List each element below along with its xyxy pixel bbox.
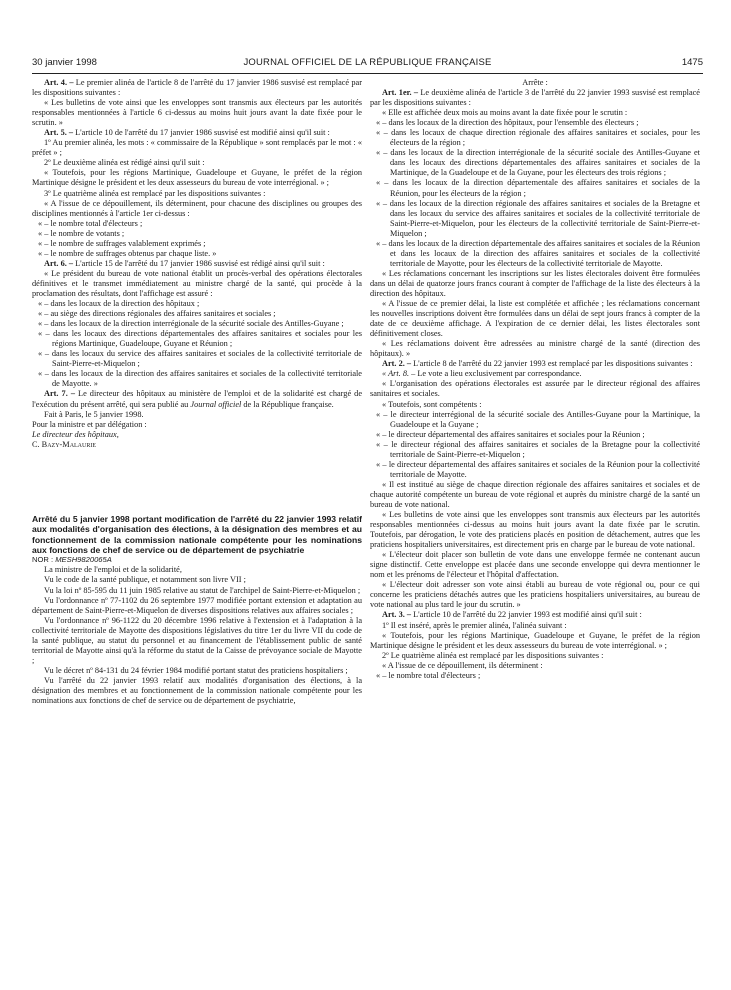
page-number: 1475 bbox=[681, 57, 703, 68]
article-3: Art. 3. – L'article 10 de l'arrêté du 22 janvier 1993 est modifié ainsi qu'il suit : bbox=[382, 610, 642, 620]
left-column bbox=[32, 78, 362, 706]
list-item: « – dans les locaux de la direction départementale des affaires sanitaires et sociales de la Réunion et dans les locaux de la direction des affaires sanitaires et sociales de la collectivité territoriale de Mayotte, pour les électeurs de la collectivité territoriale de Mayotte. bbox=[376, 238, 700, 268]
list-item: « – le nombre de votants ; bbox=[38, 228, 125, 238]
page-header bbox=[32, 57, 703, 71]
article-2-paragraph: « Les bulletins de vote ainsi que les enveloppes sont transmis aux électeurs par les autorités responsables mentionnées ci-dessus au moins huit jours avant la date fixée par le scrutin. Toutefois, par dérogation, le vote des praticiens placés en position de détachement, autres que les praticiens hospitaliers universitaires, est directement pris en charge par le bureau de vote national. bbox=[370, 510, 700, 550]
list-item: « – le nombre de suffrages valablement exprimés ; bbox=[38, 238, 206, 248]
header-rule bbox=[32, 73, 703, 74]
article-2-quote: « Art. 8. – Le vote a lieu exclusivement par correspondance. bbox=[382, 369, 582, 379]
arrete-title: Arrêté du 5 janvier 1998 portant modification de l'arrêté du 22 janvier 1993 relatif aux modalités d'organisation des élections, à la désignation des membres et au fonctionnement de la commission nationale compétente pour les nominations aux fonctions de chef de service ou de département de psychiatrie bbox=[32, 513, 362, 555]
fait-a-paris: Fait à Paris, le 5 janvier 1998. bbox=[44, 409, 144, 419]
article-1-paragraph: « A l'issue de ce premier délai, la liste est complétée et affichée ; les réclamations concernant les nouvelles inscriptions doivent être formulées dans un délai de sept jours francs à compter de la date de ce deuxième affichage. A l'expiration de ce dernier délai, les listes électorales sont définitivement closes. bbox=[370, 299, 700, 339]
visa: Vu l'ordonnance nº 77-1102 du 26 septembre 1977 modifiée portant extension et adaptation au département de Saint-Pierre-et-Miquelon de diverses dispositions relatives aux affaires sociales ; bbox=[32, 595, 362, 615]
list-item: « – dans les locaux de chaque direction régionale des affaires sanitaires et sociales, pour les électeurs de la région ; bbox=[376, 128, 700, 148]
visa: Vu la loi nº 85-595 du 11 juin 1985 relative au statut de l'archipel de Saint-Pierre-et-Miquelon ; bbox=[44, 585, 361, 595]
list-item: « – le nombre de suffrages obtenus par chaque liste. » bbox=[38, 248, 217, 258]
article-5-point-3-quote: « A l'issue de ce dépouillement, ils déterminent, pour chacune des disciplines ou groupes des disciplines mentionnés à l'article 1er ci-dessus : bbox=[32, 198, 362, 218]
list-item: « – le nombre total d'électeurs ; bbox=[376, 670, 481, 680]
signature-line-2: Le directeur des hôpitaux, bbox=[32, 429, 119, 439]
header-date: 30 janvier 1998 bbox=[32, 57, 97, 68]
article-5-point-2: 2º Le deuxième alinéa est rédigé ainsi qu'il suit : bbox=[44, 158, 205, 168]
article-4-quote: « Les bulletins de vote ainsi que les enveloppes sont transmis aux électeurs par les autorités responsables mentionnées à l'article 6 ci-dessus au moins huit jours avant la date fixée pour le scrutin. » bbox=[32, 98, 362, 128]
article-2: Art. 2. – L'article 8 de l'arrêté du 22 janvier 1993 est remplacé par les dispositions suivantes : bbox=[382, 359, 693, 369]
article-5-point-3: 3º Le quatrième alinéa est remplacé par les dispositions suivantes : bbox=[44, 188, 266, 198]
journal-title: JOURNAL OFFICIEL DE LA RÉPUBLIQUE FRANÇAISE bbox=[243, 57, 492, 68]
article-2-paragraph: « L'électeur doit adresser son vote ainsi établi au bureau de vote régional ou, pour ce qui concerne les praticiens détachés autres que les praticiens hospitaliers universitaires, au bureau de vote national au plus tard le jour du scrutin. » bbox=[370, 580, 700, 610]
list-item: « – dans les locaux de la direction des hôpitaux ; bbox=[38, 299, 200, 309]
visa: Vu le décret nº 84-131 du 24 février 1984 modifié portant statut des praticiens hospitaliers ; bbox=[44, 665, 348, 675]
visa: La ministre de l'emploi et de la solidarité, bbox=[44, 565, 182, 575]
visa: Vu l'arrêté du 22 janvier 1993 relatif aux modalités d'organisation des élections, à la désignation des membres et au fonctionnement de la commission nationale compétente pour les nominations aux fonctions de chef de service ou de département de psychiatrie, bbox=[32, 675, 362, 706]
list-item: « – le directeur départemental des affaires sanitaires et sociales de la Réunion pour la collectivité territoriale de Mayotte. bbox=[376, 459, 700, 479]
article-6-quote: « Le président du bureau de vote national établit un procès-verbal des opérations électorales définitives et le transmet immédiatement au ministre chargé de la santé, qui procède à la proclamation des résultats, dont l'affichage est assuré : bbox=[32, 268, 362, 298]
article-3-point-2-quote: « A l'issue de ce dépouillement, ils déterminent : bbox=[382, 660, 543, 670]
arrete-heading: Arrête : bbox=[522, 78, 548, 87]
article-7: Art. 7. – Le directeur des hôpitaux au ministère de l'emploi et de la solidarité est chargé de l'exécution du présent arrêté, qui sera publié au Journal officiel de la République française. bbox=[32, 389, 362, 409]
article-3-point-1-quote: « Toutefois, pour les régions Martinique, Guadeloupe et Guyane, le préfet de la région Martinique désigne le président et les deux assesseurs du bureau de vote interrégional. » ; bbox=[370, 630, 700, 650]
article-4: Art. 4. – Le premier alinéa de l'article 8 de l'arrêté du 17 janvier 1986 susvisé est remplacé par les dispositions suivantes : bbox=[32, 78, 363, 98]
article-3-point-2: 2º Le quatrième alinéa est remplacé par les dispositions suivantes : bbox=[382, 650, 604, 660]
article-2-paragraph: « L'organisation des opérations électorales est assurée par le directeur régional des affaires sanitaires et sociales. bbox=[370, 379, 700, 399]
article-1-paragraph: « Les réclamations concernant les inscriptions sur les listes électorales doivent être formulées dans un délai de quatorze jours francs courant à compter de l'affichage de la liste des électeurs à la direction des hôpitaux. bbox=[370, 268, 700, 298]
list-item: « – le nombre total d'électeurs ; bbox=[38, 218, 143, 228]
article-2-paragraph: « Il est institué au siège de chaque direction régionale des affaires sanitaires et sociales et de chaque autorité compétente un bureau de vote régional et auprès du ministre chargé de la santé un bureau de vote national. bbox=[370, 479, 700, 509]
article-6: Art. 6. – L'article 15 de l'arrêté du 17 janvier 1986 susvisé est rédigé ainsi qu'il suit : bbox=[44, 258, 325, 268]
list-item: « – dans les locaux de la direction des affaires sanitaires et sociales de la collectivité territoriale de Mayotte. » bbox=[38, 369, 362, 389]
nor-reference: NOR : MESH9820065A bbox=[32, 555, 112, 565]
list-item: « – le directeur départemental des affaires sanitaires et sociales pour la Réunion ; bbox=[376, 429, 645, 439]
article-5: Art. 5. – L'article 10 de l'arrêté du 17 janvier 1986 susvisé est modifié ainsi qu'il suit : bbox=[44, 128, 330, 138]
article-2-paragraph: « L'électeur doit placer son bulletin de vote dans une enveloppe fermée ne contenant aucun signe distinctif. Cette enveloppe est placée dans une seconde enveloppe qui devra mentionner le nom et les prénoms de l'électeur et l'hôpital d'affectation. bbox=[370, 550, 700, 580]
article-5-point-1: 1º Au premier alinéa, les mots : « commissaire de la République » sont remplacés par le mot : « préfet » ; bbox=[32, 138, 362, 158]
article-5-point-2-quote: « Toutefois, pour les régions Martinique, Guadeloupe et Guyane, le préfet de la région Martinique désigne le président et les deux assesseurs du bureau de vote interrégional. » ; bbox=[32, 168, 362, 188]
list-item: « – dans les locaux du service des affaires sanitaires et sociales de la collectivité territoriale de Saint-Pierre-et-Miquelon ; bbox=[38, 349, 362, 369]
list-item: « – le directeur régional des affaires sanitaires et sociales de la Bretagne pour la collectivité territoriale de Saint-Pierre-et-Miquelon ; bbox=[376, 439, 700, 459]
article-2-paragraph: « Toutefois, sont compétents : bbox=[382, 399, 482, 409]
list-item: « – le directeur interrégional de la sécurité sociale des Antilles-Guyane pour la Martinique, la Guadeloupe et la Guyane ; bbox=[376, 409, 700, 429]
article-1-quote: « Elle est affichée deux mois au moins avant la date fixée pour le scrutin : bbox=[382, 108, 628, 118]
visa: Vu le code de la santé publique, et notamment son livre VII ; bbox=[44, 575, 246, 585]
signature-line-1: Pour la ministre et par délégation : bbox=[32, 419, 147, 429]
list-item: « – dans les locaux de la direction des hôpitaux, pour l'ensemble des électeurs ; bbox=[376, 118, 639, 128]
list-item: « – dans les locaux de la direction régionale des affaires sanitaires et sociales de la Bretagne et dans les locaux du service des affaires sanitaires et sociales de la collectivité territoriale de Saint-Pierre-et-Miquelon, pour les électeurs de la collectivité territoriale de Saint-Pierre-et-Miquelon ; bbox=[376, 198, 700, 238]
list-item: « – dans les locaux des directions départementales des affaires sanitaires et sociales pour les régions Martinique, Guadeloupe, Guyane et Réunion ; bbox=[38, 329, 362, 349]
spacer bbox=[32, 450, 362, 514]
visa: Vu l'ordonnance nº 96-1122 du 20 décembre 1996 relative à l'extension et à l'adaptation à la collectivité territoriale de Mayotte des dispositions législatives du titre 1er du livre VII du code de la santé publique, au statut du personnel et au financement de l'établissement public de santé territorial de Mayotte ainsi qu'à la réforme du statut de la Caisse de prévoyance sociale de Mayotte ; bbox=[32, 615, 362, 665]
list-item: « – au siège des directions régionales des affaires sanitaires et sociales ; bbox=[38, 309, 276, 319]
list-item: « – dans les locaux de la direction interrégionale de la sécurité sociale des Antilles-Guyane et dans les locaux des directions départementales des affaires sanitaires et sociales de la Martinique, de la Guadeloupe et de la Guyane, pour les électeurs des trois régions ; bbox=[376, 148, 700, 178]
article-1: Art. 1er. – Le deuxième alinéa de l'article 3 de l'arrêté du 22 janvier 1993 susvisé est remplacé par les dispositions suivantes : bbox=[370, 88, 700, 108]
right-column bbox=[370, 78, 700, 681]
signature-name: C. Bazy-Malaurie bbox=[32, 439, 97, 449]
list-item: « – dans les locaux de la direction départementale des affaires sanitaires et sociales de la Réunion, pour les électeurs de la région ; bbox=[376, 178, 700, 198]
article-3-point-1: 1º Il est inséré, après le premier alinéa, l'alinéa suivant : bbox=[382, 620, 567, 630]
list-item: « – dans les locaux de la direction interrégionale de la sécurité sociale des Antilles-Guyane ; bbox=[38, 319, 344, 329]
article-1-paragraph: « Les réclamations doivent être adressées au ministre chargé de la santé (direction des hôpitaux). » bbox=[370, 339, 700, 359]
